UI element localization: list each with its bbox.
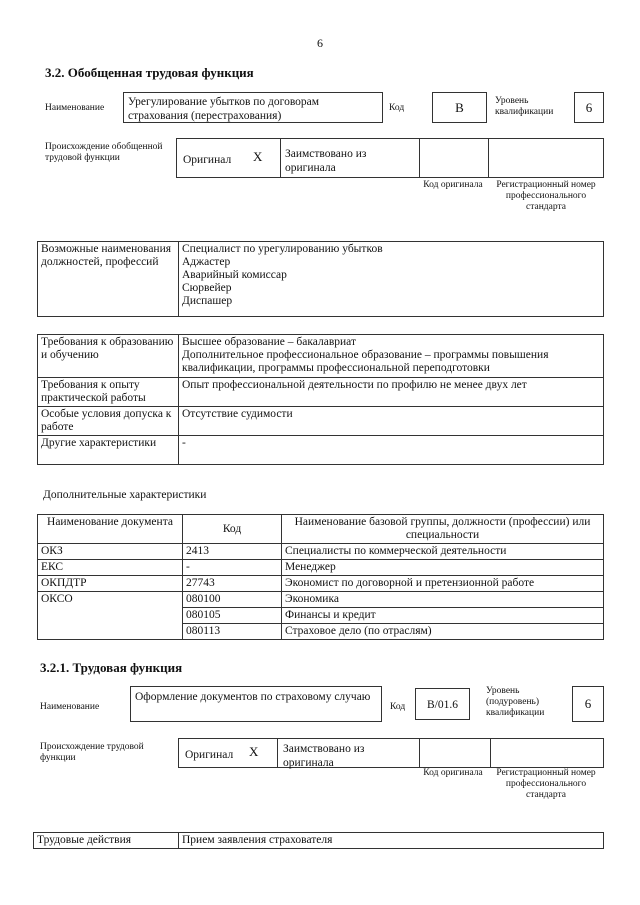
level-label: Уровень квалификации	[495, 96, 554, 117]
original-mark: Х	[253, 149, 263, 164]
row-doc: ОКПДТР	[38, 576, 183, 592]
row-name: Страховое дело (по отраслям)	[282, 624, 604, 640]
position-item: Специалист по урегулированию убытков	[182, 243, 383, 255]
requirement-value: -	[179, 436, 604, 465]
code-label: Код	[389, 103, 405, 113]
requirement-value: Отсутствие судимости	[179, 407, 604, 436]
requirement-label: Требования к опыту практической работы	[38, 378, 179, 407]
name-value: Оформление документов по страховому случаю	[135, 691, 371, 703]
row-doc: ЕКС	[38, 560, 183, 576]
row-code: -	[183, 560, 282, 576]
requirement-label: Другие характеристики	[38, 436, 179, 465]
caption-code: Код оригинала	[423, 180, 483, 190]
name-label: Наименование	[40, 702, 100, 712]
header-code: Код	[183, 515, 282, 544]
original-label: Оригинал	[185, 749, 234, 761]
table-row	[38, 576, 604, 592]
row-name: Финансы и кредит	[282, 608, 604, 624]
level-value: 6	[585, 100, 593, 115]
level-box	[572, 686, 604, 722]
code-value: В/01.6	[427, 699, 458, 711]
requirement-label: Особые условия допуска к работе	[38, 407, 179, 436]
row-name: Менеджер	[282, 560, 604, 576]
additional-title: Дополнительные характеристики	[43, 489, 207, 501]
code-value: В	[455, 100, 464, 115]
page-number: 6	[317, 36, 323, 50]
positions-table	[37, 241, 604, 317]
requirement-value: Опыт профессиональной деятельности по профилю не менее двух лет	[179, 378, 604, 407]
name-value: Урегулирование убытков по договорам страхования (перестрахования)	[128, 96, 320, 122]
name-label: Наименование	[45, 103, 105, 113]
origin-box	[178, 738, 604, 768]
header-name: Наименование базовой группы, должности (профессии) или специальности	[282, 515, 604, 544]
caption-reg: Регистрационный номер профессионального стандарта	[496, 180, 596, 212]
position-item: Аварийный комиссар	[182, 269, 287, 281]
name-value-box	[123, 92, 383, 123]
original-mark: Х	[249, 744, 259, 759]
row-code: 080100	[183, 592, 282, 608]
row-name: Экономика	[282, 592, 604, 608]
requirement-label: Требования к образованию и обучению	[38, 335, 179, 378]
position-item: Аджастер	[182, 256, 231, 268]
borrowed-label: Заимствовано из оригинала	[285, 148, 367, 174]
caption-code: Код оригинала	[423, 768, 483, 778]
origin-label: Происхождение обобщенной трудовой функции	[45, 142, 163, 163]
positions-label: Возможные наименования должностей, профессий	[38, 242, 179, 317]
caption-reg: Регистрационный номер профессионального стандарта	[496, 768, 596, 800]
code-label: Код	[390, 702, 406, 712]
actions-value: Прием заявления страхователя	[179, 833, 604, 849]
origin-box	[176, 138, 604, 178]
level-value: 6	[584, 696, 592, 711]
row-doc: ОКСО	[38, 592, 183, 640]
position-item: Сюрвейер	[182, 282, 232, 294]
code-box	[415, 688, 470, 720]
table-row	[38, 560, 604, 576]
row-name: Экономист по договорной и претензионной работе	[282, 576, 604, 592]
original-label: Оригинал	[183, 154, 232, 166]
row-code: 080113	[183, 624, 282, 640]
row-code: 2413	[183, 544, 282, 560]
name-value-box	[130, 686, 382, 722]
level-box	[574, 92, 604, 123]
row-code: 27743	[183, 576, 282, 592]
row-name: Специалисты по коммерческой деятельности	[282, 544, 604, 560]
actions-label: Трудовые действия	[34, 833, 179, 849]
code-box	[432, 92, 487, 123]
row-doc: ОКЗ	[38, 544, 183, 560]
row-code: 080105	[183, 608, 282, 624]
subsection-heading: 3.2.1. Трудовая функция	[40, 660, 183, 675]
additional-table	[37, 514, 604, 640]
table-row	[38, 592, 604, 608]
section-heading: 3.2. Обобщенная трудовая функция	[45, 65, 254, 80]
requirements-table	[37, 334, 604, 465]
position-item: Диспашер	[182, 295, 233, 307]
borrowed-label: Заимствовано из оригинала	[283, 743, 365, 769]
header-doc: Наименование документа	[38, 515, 183, 544]
origin-label: Происхождение трудовой функции	[40, 742, 144, 763]
actions-table	[33, 832, 604, 849]
positions-list	[179, 242, 604, 317]
table-row	[38, 544, 604, 560]
level-label: Уровень (подуровень) квалификации	[486, 686, 545, 718]
requirement-value: Высшее образование – бакалавриат Дополнительное профессиональное образование – программы повышения квалификации, программы профессиональной переподготовки	[179, 335, 604, 378]
